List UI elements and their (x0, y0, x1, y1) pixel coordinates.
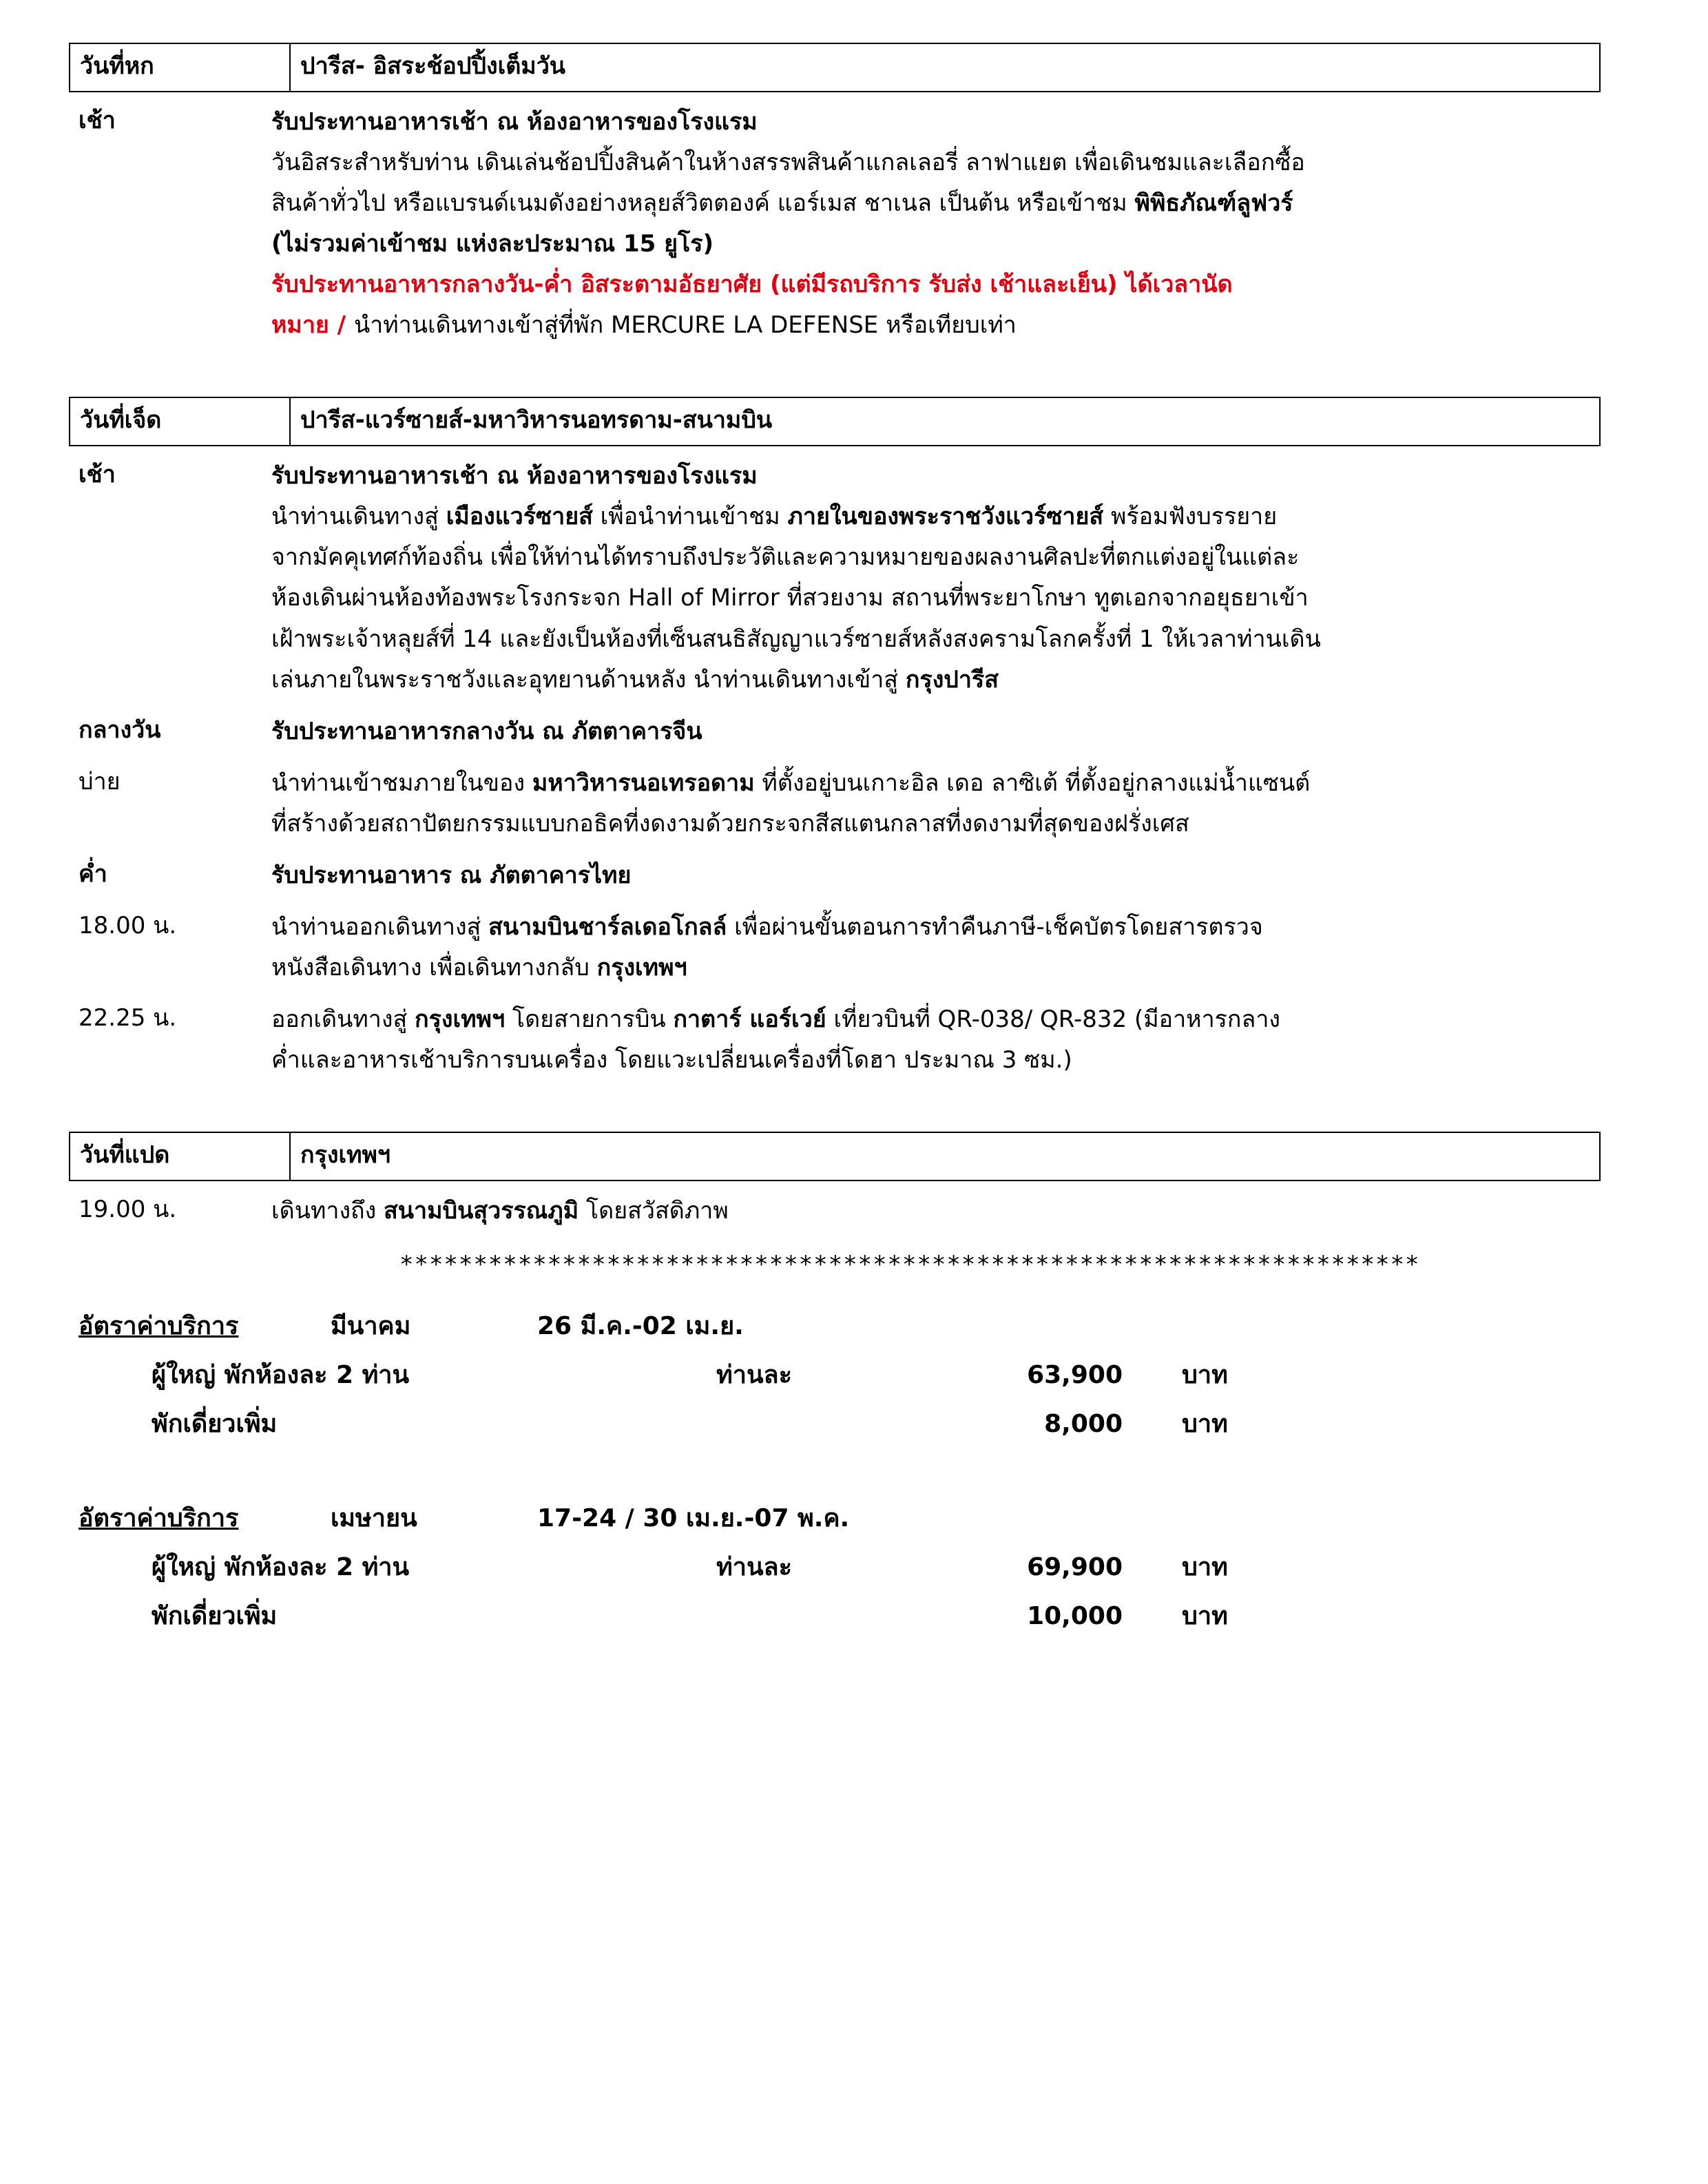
day6-red-text-1: รับประทานอาหารกลางวัน-ค่ำ อิสระตามอัธยาศัย (แต่มีรถบริการ รับส่ง เช้าและเย็น) ได้เวลานัด (271, 271, 1233, 299)
day7-lunch-label: กลางวัน (79, 716, 161, 744)
price-row-adult-march (69, 1355, 1601, 1394)
day7-dinner-line (271, 857, 1601, 895)
day7-afternoon-line2: ที่สร้างด้วยสถาปัตยกรรมแบบกอธิคที่งดงามด้วยกระจกสีสแตนกลาสที่งดงามที่สุดของฝรั่งเศส (271, 809, 1189, 838)
price-month-march: มีนาคม (331, 1312, 411, 1341)
day7-t1-line1 (271, 908, 1601, 946)
day6-louvre-bold: พิพิธภัณฑ์ลูฟวร์ (1134, 189, 1293, 218)
price-unit: บาท (1182, 1361, 1228, 1390)
day8-time1-row (69, 1192, 1601, 1233)
price-unit: บาท (1182, 1602, 1228, 1631)
day7-time2-label: 22.25 น. (79, 1004, 177, 1032)
day7-dinner-text: รับประทานอาหาร ณ ภัตตาคารไทย (271, 861, 632, 889)
day7-morning-row (69, 457, 1601, 701)
day7-lunch-line (271, 713, 1601, 751)
section-separator: ********************************************************************* (399, 1251, 1420, 1279)
day7-cdg-airport-bold: สนามบินชาร์ลเดอโกลล์ (488, 913, 727, 942)
day6-breakfast-text: รับประทานอาหารเช้า ณ ห้องอาหารของโรงแรม (271, 107, 758, 136)
price-desc: พักเดี่ยวเพิ่ม (152, 1410, 278, 1439)
day6-body (69, 103, 1601, 347)
price-amount: 63,900 (1027, 1361, 1123, 1390)
day7-lunch-row (69, 713, 1601, 753)
day7-morning-content (269, 457, 1601, 701)
spacer (69, 347, 1639, 397)
day8-time1-content (269, 1192, 1601, 1233)
day7-afternoon-row (69, 765, 1601, 846)
day8-time1-label: 19.00 น. (79, 1196, 177, 1224)
day7-time1-content (269, 908, 1601, 990)
day6-red-text-2: หมาย / (271, 311, 354, 340)
day7-time1-row (69, 908, 1601, 990)
day7-para-line1 (271, 498, 1601, 536)
price-amount: 8,000 (1044, 1410, 1123, 1439)
day7-t1d: หนังสือเดินทาง เพื่อเดินทางกลับ (271, 954, 597, 982)
day7-afternoon-label: บ่าย (79, 767, 121, 795)
price-per: ท่านละ (716, 1361, 792, 1390)
day7-paris-bold: กรุงปารีส (905, 665, 999, 694)
day6-title: ปารีส- อิสระช้อปปิ้งเต็มวัน (290, 43, 1600, 92)
day7-para-line2: จากมัคคุเทศก์ท้องถิ่น เพื่อให้ท่านได้ทราบถึงประวัติและความหมายของผลงานศิลปะที่ตกแต่งอยู่ในแต่ละ (271, 543, 1300, 572)
price-dates-march: 26 มี.ค.-02 เม.ย. (537, 1312, 744, 1341)
day7-time2-content (269, 1001, 1601, 1082)
day7-airline-bold: กาตาร์ แอร์เวย์ (673, 1006, 826, 1034)
day6-para-a: วันอิสระสำหรับท่าน เดินเล่นช้อปปิ้งสินค้าในห้างสรรพสินค้าแกลเลอรี่ ลาฟาแยต เพื่อเดินชมและเลือกซื้อ (271, 148, 1305, 176)
price-amount: 69,900 (1027, 1553, 1123, 1582)
day6-para-line2 (271, 185, 1601, 222)
day6-para-c: (ไม่รวมค่าเข้าชม แห่งละประมาณ 15 ยูโร) (271, 230, 714, 258)
day6-para-line3 (271, 225, 1601, 263)
day7-t2a: ออกเดินทางสู่ (271, 1006, 415, 1034)
day6-morning-label: เช้า (79, 106, 116, 134)
day7-breakfast-text: รับประทานอาหารเช้า ณ ห้องอาหารของโรงแรม (271, 462, 758, 490)
price-title-march: อัตราค่าบริการ (79, 1312, 239, 1341)
day8-label: วันที่แปด (70, 1132, 290, 1181)
price-desc: พักเดี่ยวเพิ่ม (152, 1602, 278, 1631)
day8-body (69, 1192, 1601, 1233)
day7-dinner-row (69, 857, 1601, 897)
day7-t2c: โดยสายการบิน (505, 1006, 674, 1034)
day7-p1a: นำท่านเดินทางสู่ (271, 503, 446, 531)
day7-p5a: เล่นภายในพระราชวังและอุทยานด้านหลัง นำท่านเดินทางเข้าสู่ (271, 665, 906, 694)
price-desc: ผู้ใหญ่ พักห้องละ 2 ท่าน (152, 1553, 410, 1582)
day7-t1-line2 (271, 949, 1601, 987)
price-month-april: เมษายน (331, 1504, 417, 1533)
price-block-march (69, 1306, 1601, 1443)
day6-label: วันที่หก (70, 43, 290, 92)
day7-t1c: เพื่อผ่านขั้นตอนการทำคืนภาษี-เช็คบัตรโดยสารตรวจ (727, 913, 1263, 942)
table-row (70, 43, 1600, 92)
price-head-march (69, 1306, 1601, 1345)
day7-label: วันที่เจ็ด (70, 397, 290, 446)
day7-time2-row (69, 1001, 1601, 1082)
price-head-april (69, 1498, 1601, 1537)
day7-p1e: พร้อมฟังบรรยาย (1103, 503, 1278, 531)
table-row (70, 1132, 1600, 1181)
day7-flight-no: เที่ยวบินที่ QR-038/ QR-832 (มีอาหารกลาง (826, 1006, 1281, 1034)
price-row-adult-april (69, 1547, 1601, 1586)
price-desc: ผู้ใหญ่ พักห้องละ 2 ท่าน (152, 1361, 410, 1390)
price-unit: บาท (1182, 1553, 1228, 1582)
spacer (69, 1082, 1639, 1132)
day6-red-line2 (271, 306, 1601, 344)
day7-dinner-content (269, 857, 1601, 897)
day8-t1a: เดินทางถึง (271, 1197, 384, 1225)
day7-a1c: ที่ตั้งอยู่บนเกาะอิล เดอ ลาซิเต้ ที่ตั้งอยู่กลางแม่น้ำแซนต์ (754, 769, 1311, 797)
day8-t1c: โดยสวัสดิภาพ (579, 1197, 729, 1225)
day7-versailles-city: เมืองแวร์ซายส์ (446, 503, 593, 531)
table-row (70, 397, 1600, 446)
day7-afternoon-content (269, 765, 1601, 846)
price-per: ท่านละ (716, 1553, 792, 1582)
spacer (69, 1443, 1639, 1470)
price-unit: บาท (1182, 1410, 1228, 1439)
day7-p1c: เพื่อนำท่านเข้าชม (592, 503, 788, 531)
day7-header-table (69, 397, 1601, 446)
day7-breakfast-line (271, 457, 1601, 495)
day7-bangkok-bold-1: กรุงเทพฯ (596, 954, 687, 982)
day7-body (69, 457, 1601, 1082)
price-amount: 10,000 (1027, 1602, 1123, 1631)
day7-para-line4: เฝ้าพระเจ้าหลุยส์ที่ 14 และยังเป็นห้องที่เซ็นสนธิสัญญาแวร์ซายส์หลังสงครามโลกครั้งที่ 1 ให้เวลาท่านเดิน (271, 625, 1321, 653)
day6-hotel-text: นำท่านเดินทางเข้าสู่ที่พัก MERCURE LA DEFENSE หรือเทียบเท่า (353, 311, 1017, 340)
day8-suvarnabhumi-bold: สนามบินสุวรรณภูมิ (384, 1197, 579, 1225)
day6-breakfast-line (271, 103, 1601, 141)
day6-para-line1 (271, 144, 1601, 182)
price-row-single-march (69, 1404, 1601, 1443)
price-dates-april: 17-24 / 30 เม.ย.-07 พ.ค. (537, 1504, 850, 1533)
day7-afternoon-line1 (271, 765, 1601, 802)
day7-t1a: นำท่านออกเดินทางสู่ (271, 913, 489, 942)
day7-a1a: นำท่านเข้าชมภายในของ (271, 769, 532, 797)
day7-notredame-bold: มหาวิหารนอเทรอดาม (532, 769, 755, 797)
price-row-single-april (69, 1596, 1601, 1635)
day6-red-line1 (271, 266, 1601, 304)
day7-versailles-palace: ภายในของพระราชวังแวร์ซายส์ (787, 503, 1104, 531)
day8-title: กรุงเทพฯ (290, 1132, 1600, 1181)
day7-para-line3: ห้องเดินผ่านห้องท้องพระโรงกระจก Hall of Mirror ที่สวยงาม สถานที่พระยาโกษา ทูตเอกจากอยุธยาเข้า (271, 584, 1309, 612)
day7-dinner-label: ค่ำ (79, 860, 107, 888)
day7-morning-label: เช้า (79, 461, 116, 489)
day8-t1-line (271, 1192, 1601, 1230)
day7-title: ปารีส-แวร์ซายส์-มหาวิหารนอทรดาม-สนามบิน (290, 397, 1600, 446)
day8-header-table (69, 1132, 1601, 1181)
day7-lunch-text: รับประทานอาหารกลางวัน ณ ภัตตาคารจีน (271, 717, 702, 745)
price-title-april: อัตราค่าบริการ (79, 1504, 239, 1533)
day7-time1-label: 18.00 น. (79, 912, 177, 940)
price-block-april (69, 1498, 1601, 1635)
day7-para-line5 (271, 661, 1601, 699)
day7-t2-line1 (271, 1001, 1601, 1039)
day6-header-table (69, 43, 1601, 92)
day7-lunch-content (269, 713, 1601, 753)
day7-t2-line2: ค่ำและอาหารเช้าบริการบนเครื่อง โดยแวะเปลี่ยนเครื่องที่โดฮา ประมาณ 3 ซม.) (271, 1046, 1072, 1074)
day6-para-b: สินค้าทั่วไป หรือแบรนด์เนมดังอย่างหลุยส์วิตตองค์ แอร์เมส ชาเนล เป็นต้น หรือเข้าชม (271, 189, 1135, 218)
day7-bangkok-bold-2: กรุงเทพฯ (415, 1006, 506, 1034)
day6-morning-content (269, 103, 1601, 347)
day6-morning-row (69, 103, 1601, 347)
